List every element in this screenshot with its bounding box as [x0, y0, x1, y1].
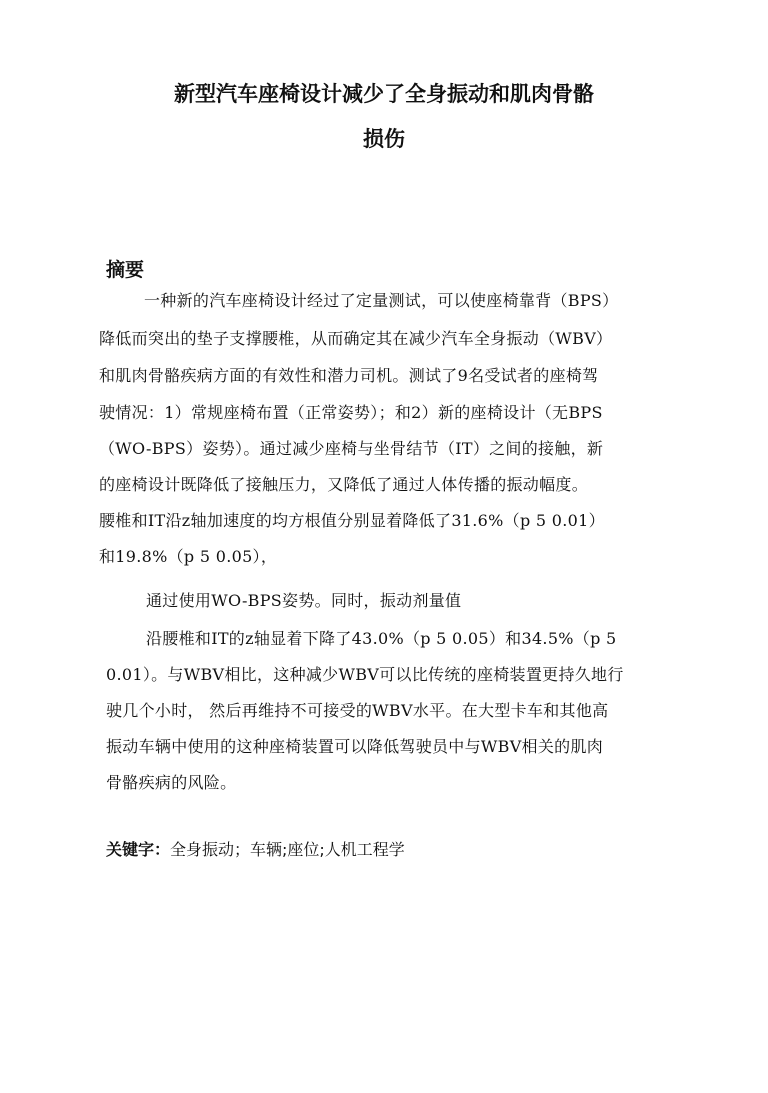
abstract-line: 驶情况：1）常规座椅布置（正常姿势）；和2）新的座椅设计（无BPS — [99, 403, 603, 422]
keywords-row — [106, 839, 405, 861]
abstract-line: 腰椎和IT沿z轴加速度的均方根值分别显着降低了31.6%（p 5 0.01） — [99, 511, 605, 530]
abstract-line: 和19.8%（p 5 0.05）， — [99, 547, 278, 566]
abstract-heading: 摘要 — [106, 259, 145, 281]
keywords-label: 关键字： — [106, 840, 171, 859]
abstract-line: 和肌肉骨骼疾病方面的有效性和潜力司机。测试了9名受试者的座椅驾 — [99, 366, 599, 385]
abstract-line: 骨骼疾病的风险。 — [106, 773, 237, 792]
abstract-line: 振动车辆中使用的这种座椅装置可以降低驾驶员中与WBV相关的肌肉 — [106, 737, 604, 756]
abstract-line: 降低而突出的垫子支撑腰椎，从而确定其在减少汽车全身振动（WBV） — [99, 329, 613, 348]
abstract-line: 驶几个小时， 然后再维持不可接受的WBV水平。在大型卡车和其他高 — [106, 701, 609, 720]
document-title-line-1: 新型汽车座椅设计减少了全身振动和肌肉骨骼 — [174, 82, 594, 106]
keywords-value: 全身振动；车辆;座位;人机工程学 — [170, 840, 405, 859]
abstract-line: 一种新的汽车座椅设计经过了定量测试，可以使座椅靠背（BPS） — [144, 291, 619, 310]
document-title-line-2: 损伤 — [363, 127, 405, 151]
abstract-line: 0.01）。与WBV相比，这种减少WBV可以比传统的座椅装置更持久地行 — [106, 665, 624, 684]
abstract-line: 的座椅设计既降低了接触压力，又降低了通过人体传播的振动幅度。 — [99, 475, 589, 494]
abstract-paragraph-2: 通过使用WO-BPS姿势。同时，振动剂量值 — [146, 591, 462, 610]
abstract-line: 沿腰椎和IT的z轴显着下降了43.0%（p 5 0.05）和34.5%（p 5 — [146, 629, 617, 648]
abstract-line: （WO-BPS）姿势）。通过减少座椅与坐骨结节（IT）之间的接触，新 — [99, 439, 604, 458]
